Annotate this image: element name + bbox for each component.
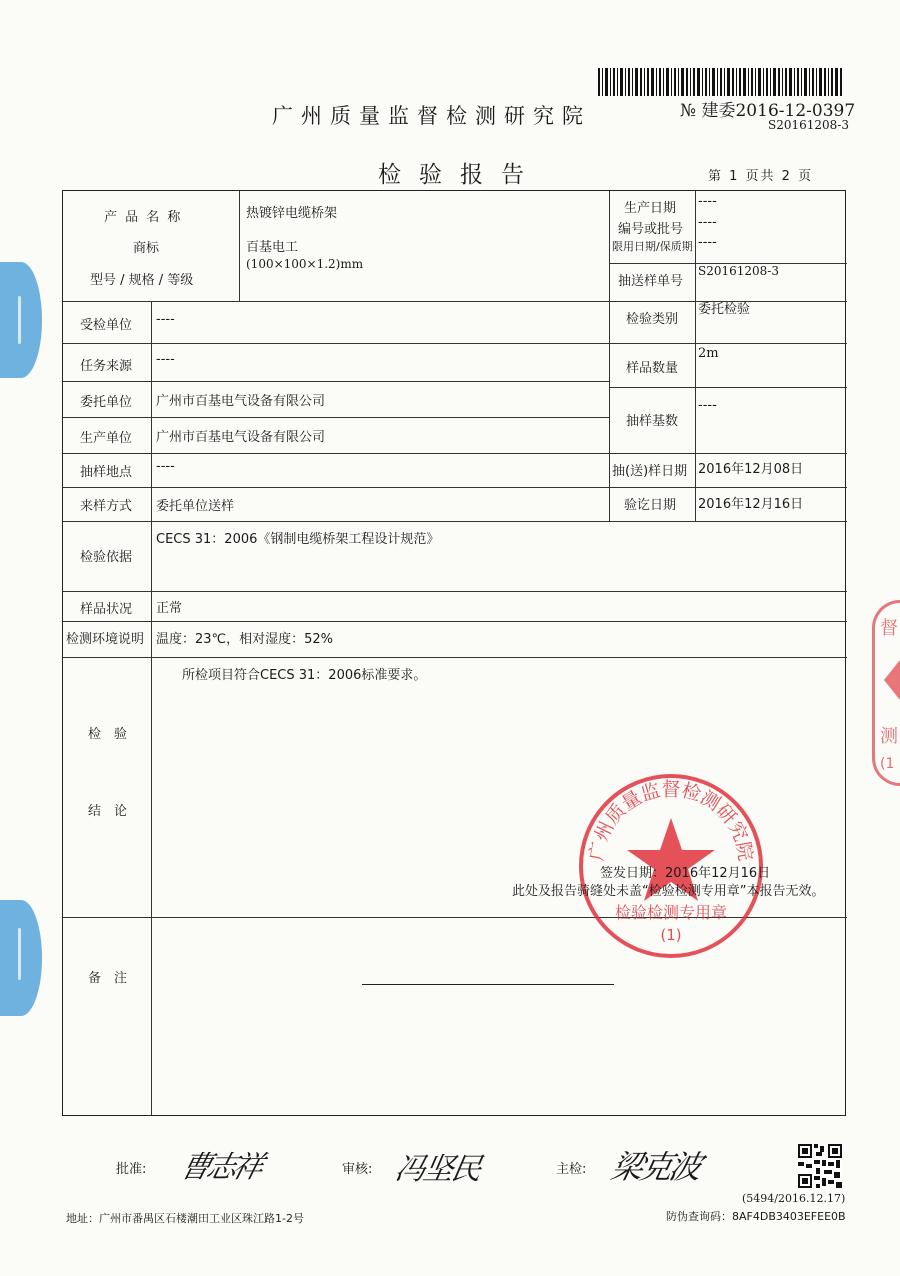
side-seal-star-icon — [880, 660, 900, 700]
side-seal-char-2: 测 — [880, 726, 898, 747]
qr-code-icon — [798, 1144, 842, 1188]
basis-label: 检验依据 — [80, 550, 133, 565]
report-table — [62, 190, 846, 1116]
approver-signature: 曹志祥 — [176, 1150, 264, 1185]
client-label: 委托单位 — [80, 395, 133, 410]
sample-condition-label: 样品状况 — [80, 602, 133, 617]
model-label: 型号 / 规格 / 等级 — [90, 273, 194, 288]
client-value: 广州市百基电气设备有限公司 — [156, 394, 326, 409]
seal-note: 此处及报告骑缝处未盖“检验检测专用章”本报告无效。 — [512, 884, 825, 899]
punch-hole-top — [0, 262, 42, 378]
punch-hole-bottom — [0, 900, 42, 1016]
remarks-rule — [362, 984, 614, 985]
shelf-life-label: 限用日期/保质期 — [612, 240, 693, 253]
batch-value: ---- — [698, 215, 717, 230]
side-seal-char-1: 督 — [880, 618, 898, 639]
seal-number: (1) — [660, 926, 682, 944]
sampling-date-label: 抽(送)样日期 — [612, 464, 688, 479]
environment-label: 检测环境说明 — [66, 632, 145, 647]
reviewer-signature: 冯坚民 — [392, 1152, 483, 1187]
sampling-place-value: ---- — [156, 459, 175, 474]
trademark-label: 商标 — [133, 241, 160, 256]
completion-date-value: 2016年12月16日 — [698, 497, 804, 512]
sample-condition-value: 正常 — [156, 601, 183, 616]
sampling-method-label: 来样方式 — [80, 499, 133, 514]
sampling-base-value: ---- — [698, 398, 717, 413]
inspection-type-label: 检验类别 — [626, 312, 679, 327]
product-name-label: 产 品 名 称 — [104, 210, 183, 225]
trademark-value: 百基电工 — [246, 240, 299, 255]
basis-value: CECS 31：2006《钢制电缆桥架工程设计规范》 — [156, 532, 440, 547]
conclusion-label-1: 检 验 — [88, 727, 128, 742]
batch-label: 编号或批号 — [618, 222, 684, 237]
report-number: № 建委2016-12-0397 — [680, 101, 856, 121]
seal-text-bottom: 检验检测专用章 — [614, 903, 728, 922]
model-value: (100×100×1.2)mm — [246, 257, 364, 271]
manufacturer-value: 广州市百基电气设备有限公司 — [156, 430, 326, 445]
inspected-unit-value: ---- — [156, 312, 175, 327]
conclusion-text: 所检项目符合CECS 31：2006标准要求。 — [182, 668, 427, 683]
sampling-place-label: 抽样地点 — [80, 465, 133, 480]
completion-date-label: 验讫日期 — [624, 498, 677, 513]
inspection-type-value: 委托检验 — [698, 302, 751, 317]
issue-date: 签发日期：2016年12月16日 — [600, 866, 771, 881]
inspector-label: 主检: — [556, 1162, 587, 1177]
sampling-base-label: 抽样基数 — [626, 414, 679, 429]
inspected-unit-label: 受检单位 — [80, 318, 133, 333]
reviewer-label: 审核: — [342, 1162, 373, 1177]
anti-fake-code: 防伪查询码：8AF4DB3403EFEE0B — [666, 1210, 846, 1223]
report-sub-number: S20161208-3 — [768, 118, 849, 132]
task-source-label: 任务来源 — [80, 359, 133, 374]
production-date-label: 生产日期 — [624, 201, 677, 216]
side-seal-char-3: (1 — [880, 756, 895, 772]
task-source-value: ---- — [156, 352, 175, 367]
sample-qty-label: 样品数量 — [626, 361, 679, 376]
approver-label: 批准: — [116, 1162, 147, 1177]
seal-text-top: 广州质量监督检测研究院 — [585, 778, 757, 863]
institute-name: 广州质量监督检测研究院 — [272, 104, 591, 128]
sampling-no-value: S20161208-3 — [698, 264, 779, 278]
conclusion-label-2: 结 论 — [88, 804, 128, 819]
report-title: 检验报告 — [378, 162, 542, 188]
manufacturer-label: 生产单位 — [80, 431, 133, 446]
inspector-signature: 梁克波 — [607, 1148, 703, 1186]
production-date-value: ---- — [698, 194, 717, 209]
sample-qty-value: 2m — [698, 346, 719, 361]
product-name-value: 热镀锌电缆桥架 — [246, 206, 338, 221]
barcode-icon — [598, 68, 842, 96]
remarks-label: 备 注 — [88, 971, 128, 986]
sampling-no-label: 抽送样单号 — [618, 274, 684, 289]
page-info: 第 1 页共 2 页 — [708, 169, 814, 184]
serial-number: (5494/2016.12.17) — [742, 1192, 846, 1205]
sampling-method-value: 委托单位送样 — [156, 499, 235, 514]
address: 地址：广州市番禺区石楼潮田工业区珠江路1-2号 — [66, 1212, 304, 1225]
sampling-date-value: 2016年12月08日 — [698, 462, 804, 477]
shelf-life-value: ---- — [698, 235, 717, 250]
environment-value: 温度：23℃，相对湿度：52% — [156, 632, 334, 647]
